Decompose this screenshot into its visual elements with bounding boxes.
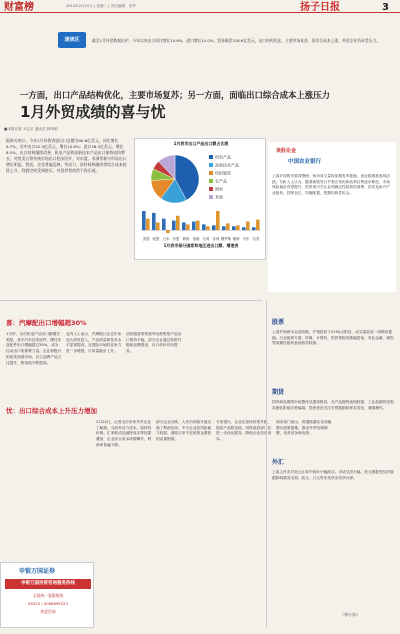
bar-tick-label: 日本 [162, 237, 170, 241]
bar-tick-label: 美国 [142, 237, 150, 241]
bar [172, 221, 176, 231]
byline: ■本报记者 尹志平 通讯员 林华明 [4, 127, 58, 131]
export-col-1: 1月份，全市机电产品出口额增长明显，其中汽车及零部件、摩托车及配件出口增幅超过30%，成为拉动出口的重要力量。企业积极开拓欧美高端市场，自主品牌产品占比提升，附加值不断提高。 [6, 332, 62, 365]
bar [156, 222, 160, 230]
cost-col-1: 2月24日，记者走访多家外贸企业了解到，当前劳动力成本、原材料价格、汇率波动及融资成本等因素叠加，企业综合成本持续攀升，利润率普遍下降。 [96, 420, 152, 447]
bar [212, 225, 216, 230]
lead-paragraph: 据海关统计，今年1月份我省进出口总额为90.6亿美元，同比增长9.7%。其中出口52.3亿美元，增长10.6%；进口38.3亿美元，增长8.5%。出口结构继续改善，机电产品和高新技术产品出口保持较快增长，对欧美日等传统市场出口稳步回升，对东盟、非洲等新兴市场出口增长明显。然而，企业普遍反映，劳动力、原材料和融资等综合成本持续上升，利润空间受到挤压，外贸形势依然不容乐观。 [6, 138, 127, 174]
pie-legend-label: 钢材 [215, 186, 223, 192]
bar [182, 222, 186, 230]
bar [232, 226, 236, 230]
bar [152, 213, 156, 230]
bar [146, 219, 150, 230]
quick-read-badge: 速读区 [58, 32, 86, 48]
fx-section-title: 外汇 [272, 459, 285, 466]
quick-read-text: 截至1月外贸数据出炉，今年以来出口同比增长10.6%，进口增长10.0%，贸易顺差318.6亿美元，出口结构优化，主要市场复苏，但综合成本上涨，外贸企业仍承受压力。 [92, 38, 380, 43]
export-col-3: 纺织服装等传统劳动密集型产品出口保持平稳，部分企业通过转型升级和品牌建设，出口单价有所提高。 [126, 332, 182, 354]
bar-tick-label: 东盟 [172, 237, 180, 241]
bar-tick-label: 拉美 [252, 237, 260, 241]
bar [142, 211, 146, 230]
bar [192, 222, 196, 231]
futures-section-title: 期货 [272, 389, 285, 396]
bar [222, 226, 226, 230]
bar [176, 216, 180, 230]
stock-section-title: 股票 [272, 319, 285, 326]
pie-legend-swatch [209, 179, 213, 183]
pie-legend-label: 农产品 [215, 178, 227, 184]
pie-legend-swatch [209, 195, 213, 199]
cost-col-2: 部分企业反映，人民币持续升值压缩了利润空间，中小企业抗风险能力较弱，面临订单不足和资金紧张的双重困境。 [156, 420, 212, 442]
bar [252, 227, 256, 230]
pie-legend-swatch [209, 187, 213, 191]
bar [202, 224, 206, 230]
ad-brand: 谈股论金 [276, 148, 297, 154]
export-section-title: 喜：汽摩配出口增幅超30% [6, 319, 87, 327]
bar-chart [135, 209, 267, 243]
bar-tick-label: 台湾 [202, 237, 210, 241]
bar [236, 225, 240, 230]
bar-tick-label: 香港 [192, 237, 200, 241]
bar [186, 224, 190, 230]
pie-legend-swatch [209, 163, 213, 167]
ad2-slogan: 申银万国投资咨询服务热线 [5, 579, 91, 589]
chart-panel [134, 138, 266, 260]
bar-tick-label: 澳洲 [232, 237, 240, 241]
bar-tick-label: 韩国 [182, 237, 190, 241]
author-signature: （李小东） [340, 612, 360, 617]
bar-tick-label: 非洲 [212, 237, 220, 241]
bar [246, 222, 250, 231]
pie-legend-label: 纺织服装 [215, 170, 231, 176]
ad2-brand: 申银万国证券 [19, 568, 56, 575]
bar-tick-label: 中东 [242, 237, 250, 241]
pie-legend-swatch [209, 171, 213, 175]
pie-chart-title: 1月我市出口产品出口额占比图 [173, 141, 229, 146]
stock-commentary-ad [268, 142, 396, 292]
newspaper-name: 扬子日报 [300, 2, 340, 13]
pie-legend-swatch [209, 155, 213, 159]
fx-text: 上周人民币对美元汇率中间价小幅波动，市场交投平稳。美元指数受经济数据影响震荡走弱，欧元、日元等非美货币有所反弹。 [272, 470, 394, 480]
bar [162, 219, 166, 230]
bar [206, 226, 210, 230]
cost-section-title: 忧：出口综合成本上升压力增加 [6, 407, 97, 415]
bar-tick-label: 欧盟 [152, 237, 160, 241]
pie-legend-label: 高新技术产品 [215, 162, 239, 168]
headline-sub: 一方面，出口产品结构优化，主要市场复苏；另一方面，面临出口综合成本上涨压力 [20, 90, 330, 100]
stock-text: 上周沪深两市双双收涨，沪指报收于2100点附近，成交量较前一周略有萎缩。行业板块方面，传媒、计算机、医药等板块涨幅居前，有色金属、煤炭等周期性板块表现相对较弱。 [272, 330, 394, 346]
bar [256, 220, 260, 231]
pie-legend-label: 其他 [215, 194, 223, 200]
issue-meta: 2014年2月25日 | 星期二 | 责任编辑：李华 [66, 4, 136, 8]
ad2-line-3: 欢迎咨询 [40, 609, 56, 614]
headline-main: 1月外贸成绩的喜与忧 [20, 103, 166, 121]
bar [196, 221, 200, 231]
bar-tick-label: 俄罗斯 [220, 237, 232, 241]
pie-legend-label: 机电产品 [215, 154, 231, 160]
futures-text: 国内商品期货市场整体呈震荡格局，农产品期货表现较强，工业品期货受需求疲软影响走势偏弱。投资者宜关注宏观数据和库存变化，谨慎操作。 [272, 400, 394, 410]
bar [216, 211, 220, 230]
bar [166, 230, 170, 233]
bar-chart-title: 1月我市部分国家和地区进出口额、增速表 [163, 243, 239, 248]
ad-body: 上周沪深股市震荡整理，两市成交量较前期有所萎缩，创业板指数表现活跃。分析人士认为，随着新股发行节奏正常化和改革红利逐步释放，市场风险偏好有望提升，投资者可关注业绩确定性较高的消费、医药及新兴产业板块，控制仓位，均衡配置，把握结构性机会。 [272, 174, 390, 196]
securities-ad [0, 562, 94, 628]
bar [226, 223, 230, 230]
cost-col-3: 专家建议，企业应加快转型升级，提高产品附加值，同时政府部门应进一步优化服务，降低企业经营成本。 [216, 420, 272, 442]
bar [242, 227, 246, 230]
ad2-line-1: 全国统一客服热线 [32, 593, 64, 598]
page-number: 3 [382, 2, 389, 13]
ad2-line-2: 95523 / 4008895523 [28, 601, 68, 606]
page-header [0, 0, 400, 13]
pie-chart [135, 149, 267, 209]
export-col-2: 业内人士表示，汽摩配行业近年来加大研发投入，产品质量和技术水平显著提高，在国际市场的竞争力进一步增强，订单量稳步上升。 [66, 332, 122, 354]
section-title: 财富榜 [4, 2, 34, 13]
ad-org-logo: 中国农业银行 [288, 159, 322, 165]
cost-col-4: 商务部门表示，将继续落实各项稳增长政策措施，推动外贸结构调整，培育竞争新优势。 [276, 420, 332, 436]
